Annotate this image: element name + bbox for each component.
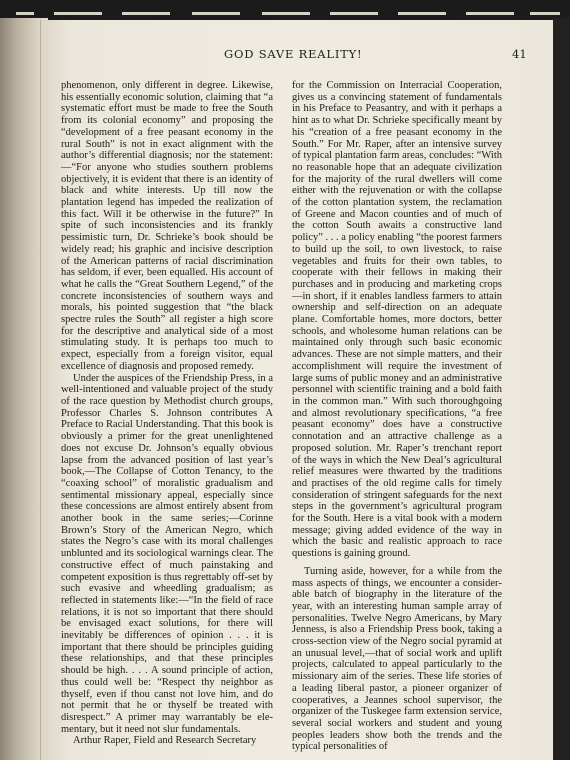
scan-dash-mark — [16, 12, 34, 15]
left-text-column — [61, 80, 273, 747]
running-head: GOD SAVE REALITY! — [224, 47, 363, 61]
scan-dash-mark — [192, 12, 240, 15]
paragraph: Under the auspices of the Friendship Press, in a well-intentioned and valuable project of the study of the race question by Methodist church groups, Professor Charles S. Johnson contributes A Preface to Racial Understanding. That this book is obviously a primer for the great unenlightened does not excuse Dr. Johnson’s equally obvious lapse from the advanced position of last year’s book,—The Collapse of Cotton Tenancy, to the “coaxing school” of moralistic gradualism and sentimental missionary appeal, especially since these concessions are almost entirely absent from another book in the same series;—Corinne Brown’s Story of the American Negro, which states the Negro’s case with its moral challenges unblunted and its sociological warnings clear. The constructive effect of much painstaking and competent exposition is thus regrettably off-set by such evasive and wheedling gradualism; as reflected in statements like:—“In the field of race relations, it is not so important that there should be envisaged exact solutions, for there will inevitably be differences of opinion . . . it is important that there should be principles guiding these relationships, and that these principles should be high. . . . A sound principle of action, thus could well be: “Respect thy neighbor as thyself, even if thou canst not love him, and do not permit that he or thyself be treated with disrespect.” A primer may warrantably be elementary, but it need not slur fundamentals. — [61, 372, 273, 735]
page-number: 41 — [512, 47, 527, 61]
scan-dash-mark — [466, 12, 514, 15]
scan-dash-mark — [262, 12, 310, 15]
paragraph: Turning aside, however, for a while from the mass aspects of things, we encounter a considerable batch of biography in the literature of the year, with an interesting human sample array of personalities. Twelve Negro Americans, by Mary Jenness, is also a Friendship Press book, taking a cross-section view of the Negro social pyramid at an unusual level,—that of social work and uplift projects, calculated to appeal particularly to the missionary aim of the series. These life stories of a leading liberal pastor, a pioneer organizer of cooperatives, a Jeannes school supervisor, the organizer of the Tuskegee farm extension service, several social workers and student and young peoples leaders show both the trends and the typical personalities of — [292, 565, 502, 753]
scan-dash-mark — [54, 12, 102, 15]
scan-dash-mark — [122, 12, 170, 15]
scan-dash-mark — [398, 12, 446, 15]
scan-dash-mark — [530, 12, 560, 15]
right-text-column — [292, 80, 502, 753]
paragraph: Arthur Raper, Field and Research Secretary — [73, 735, 257, 747]
scan-dash-mark — [330, 12, 378, 15]
paragraph: phenomenon, only different in degree. Likewise, his essentially economic solution, claiming that “a systematic effort must be made to free the South from its colonial economy” and proposing the “development of a free peasant economy in the rural South” is not in exact alignment with the author’s differential diagnosis; nor the statement:—“For anyone who studies southern problems objectively, it is evident that there is an identity of black and white interests. Up till now the plantation legend has impeded the realization of this fact. Will it be otherwise in the future?” In spite of such inconsistencies and its frankly pessimistic turn, Dr. Schrieke’s book should be widely read; his graphic and incisive description of the American patterns of racial discrimination has seldom, if ever, been equalled. His account of what he calls the “Great Southern Legend,” of the concrete inconsistencies of southern ways and morals, his pointed suggestion that “the black spectre rules the South” all register a high score for the descriptive and analytical side of a most stimulating study. It is perhaps too much to expect, especially from a foreign visitor, equal excellence of diagnosis and proposed remedy. — [61, 80, 273, 372]
paragraph: for the Commission on Interracial Cooperation, gives us a convincing statement of fundamentals in his Preface to Peasantry, and with it perhaps a hint as to what Dr. Schrieke specifically meant by his “creation of a free peasant economy in the South.” For Mr. Raper, after an intensive survey of typical plantation farm areas, concludes: “With no reasonable hope that an adequate civilization for the majority of the rural dwellers will come either with the rejuvenation or with the collapse of the cotton plantation system, the reclamation of Greene and Macon counties and of much of the cotton South awaits a constructive land policy” . . . a policy enabling “the poorest farmers to build up the soil, to own livestock, to raise vegetables and fruits for their own tables, to cooperate with their fellows in making their purchases and in producing and marketing crops—in short, if it enables landless farmers to attain ownership and self-direction on an adequate plane. Comfortable homes, more doctors, better schools, and wholesome human relations can be maintained only through such basic economic advances. These are not simple matters, and their accomplishment will require the investment of large sums of public money and an administrative personnel with scientific training and a bold faith in the common man.” With such thoroughgoing and almost revolutionary specifications, “a free peasant economy” does have a constructive connotation and an attractive challenge as a proposed solution. Mr. Raper’s trenchant report of the ways in which the New Deal’s agricultural relief measures were thwarted by the traditions and practises of the old regime calls for timely consideration of stringent safeguards for the next steps in the government’s agricultural program for the South. Here is a vital book with a modern message; giving added evidence of the way in which the basic and realistic approach to race questions is gaining ground. — [292, 80, 502, 560]
scan-background-right — [552, 18, 570, 760]
